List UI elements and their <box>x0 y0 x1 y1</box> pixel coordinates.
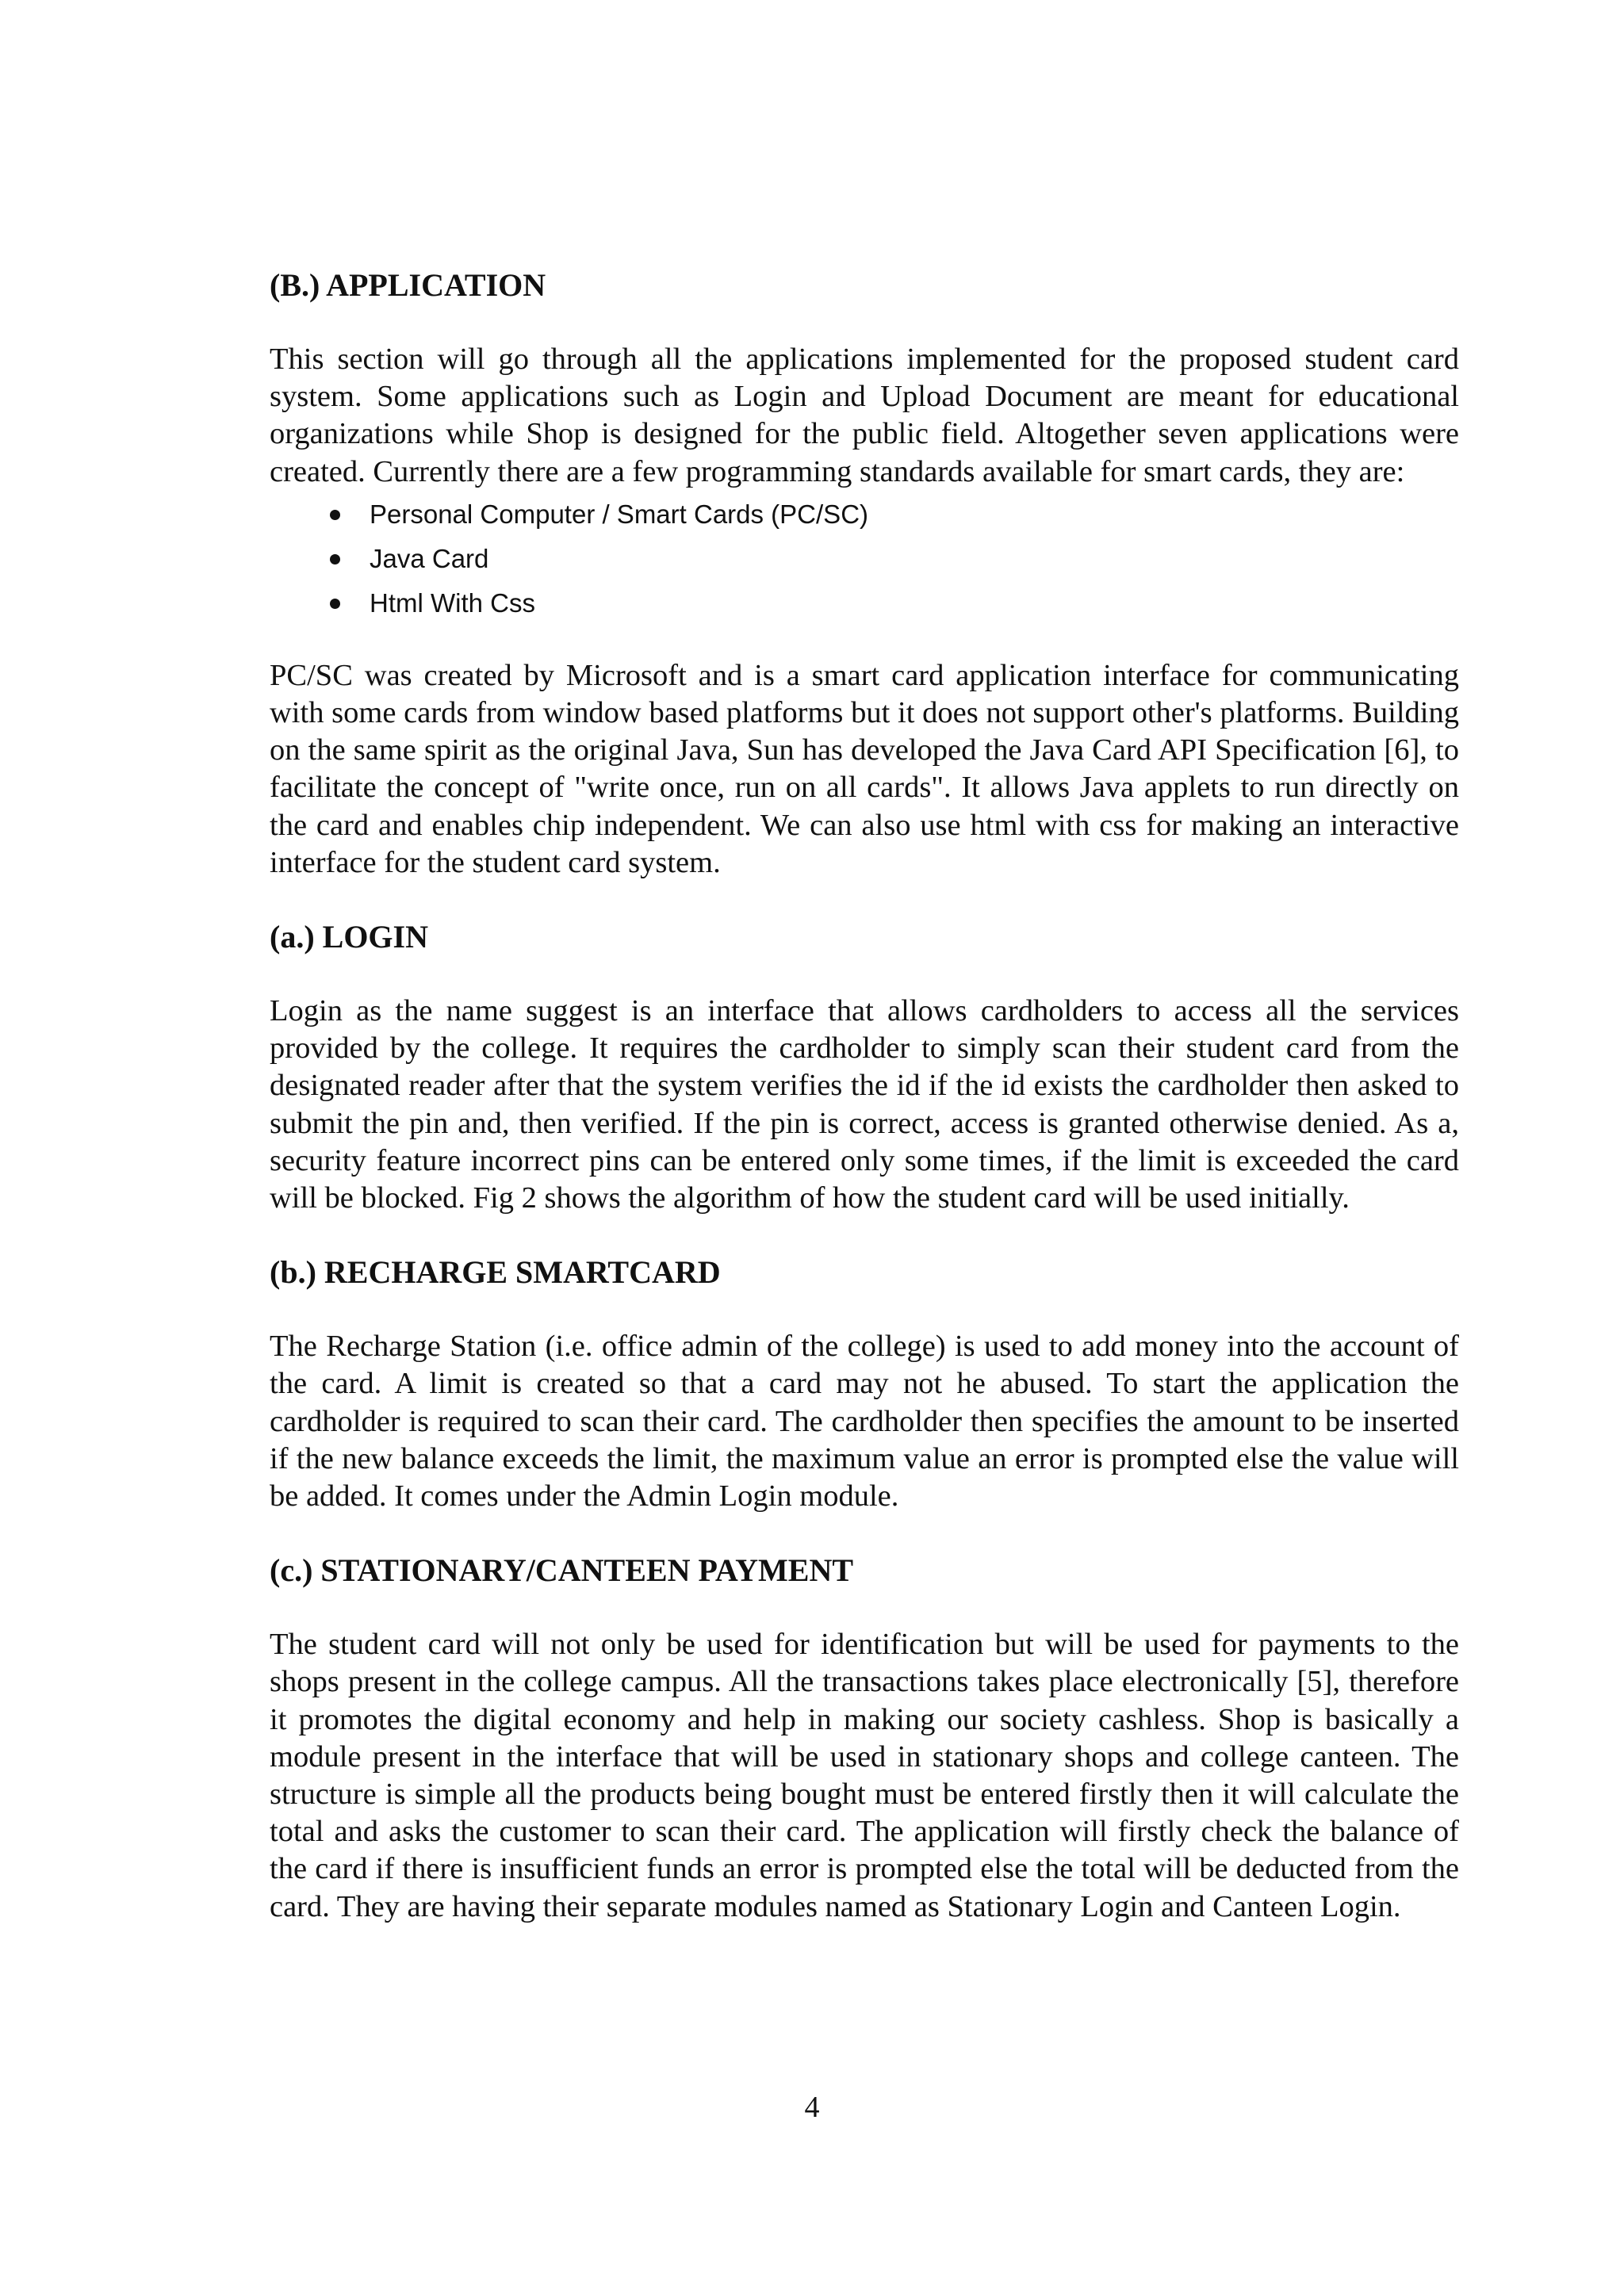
login-paragraph: Login as the name suggest is an interface that allows cardholders to access all the services provided by the college. It requires the cardholder to simply scan their student card from the designated reader after that the system verifies the id if the id exists the cardholder then asked to submit the pin and, then verified. If the pin is correct, access is granted otherwise denied. As a, security feature incorrect pins can be entered only some times, if the limit is exceeded the card will be blocked. Fig 2 shows the algorithm of how the student card will be used initially. <box>270 994 1459 1215</box>
bullet-icon <box>330 510 340 520</box>
list-item: Personal Computer / Smart Cards (PC/SC) <box>330 492 1459 537</box>
section-heading-recharge: (b.) RECHARGE SMARTCARD <box>270 1254 721 1291</box>
recharge-paragraph: The Recharge Station (i.e. office admin of the college) is used to add money into the account of the card. A limit is created so that a card may not he abused. To start the application the cardholder is required to scan their card. The cardholder then specifies the amount to be inserted if the new balance exceeds the limit, the maximum value an error is prompted else the value will be added. It comes under the Admin Login module. <box>270 1330 1459 1513</box>
list-item: Java Card <box>330 537 1459 581</box>
programming-standards-list <box>270 492 1459 626</box>
page-number: 4 <box>804 2091 820 2124</box>
list-item: Html With Css <box>330 581 1459 626</box>
bullet-icon <box>330 554 340 564</box>
application-intro-paragraph: This section will go through all the applications implemented for the proposed student card system. Some applications such as Login and Upload Document are meant for educational organizations while Shop is designed for the public field. Altogether seven applications were created. Currently there are a few programming standards available for smart cards, they are: <box>270 342 1459 488</box>
page-content <box>270 266 1459 1926</box>
bullet-icon <box>330 599 340 609</box>
section-heading-login: (a.) LOGIN <box>270 919 428 955</box>
section-heading-application: (B.) APPLICATION <box>270 267 546 303</box>
section-heading-payment: (c.) STATIONARY/CANTEEN PAYMENT <box>270 1552 854 1589</box>
pcsc-paragraph: PC/SC was created by Microsoft and is a smart card application interface for communicating with some cards from window based platforms but it does not support other's platforms. Building on the same spirit as the original Java, Sun has developed the Java Card API Specification [6], to facilitate the concept of "write once, run on all cards". It allows Java applets to run directly on the card and enables chip independent. We can also use html with css for making an interactive interface for the student card system. <box>270 658 1459 879</box>
payment-paragraph: The student card will not only be used for identification but will be used for payments to the shops present in the college campus. All the transactions takes place electronically [5], therefore it promotes the digital economy and help in making our society cashless. Shop is basically a module present in the interface that will be used in stationary shops and college canteen. The structure is simple all the products being bought must be entered firstly then it will calculate the total and asks the customer to scan their card. The application will firstly check the balance of the card if there is insufficient funds an error is prompted else the total will be deducted from the card. They are having their separate modules named as Stationary Login and Canteen Login. <box>270 1628 1459 1923</box>
